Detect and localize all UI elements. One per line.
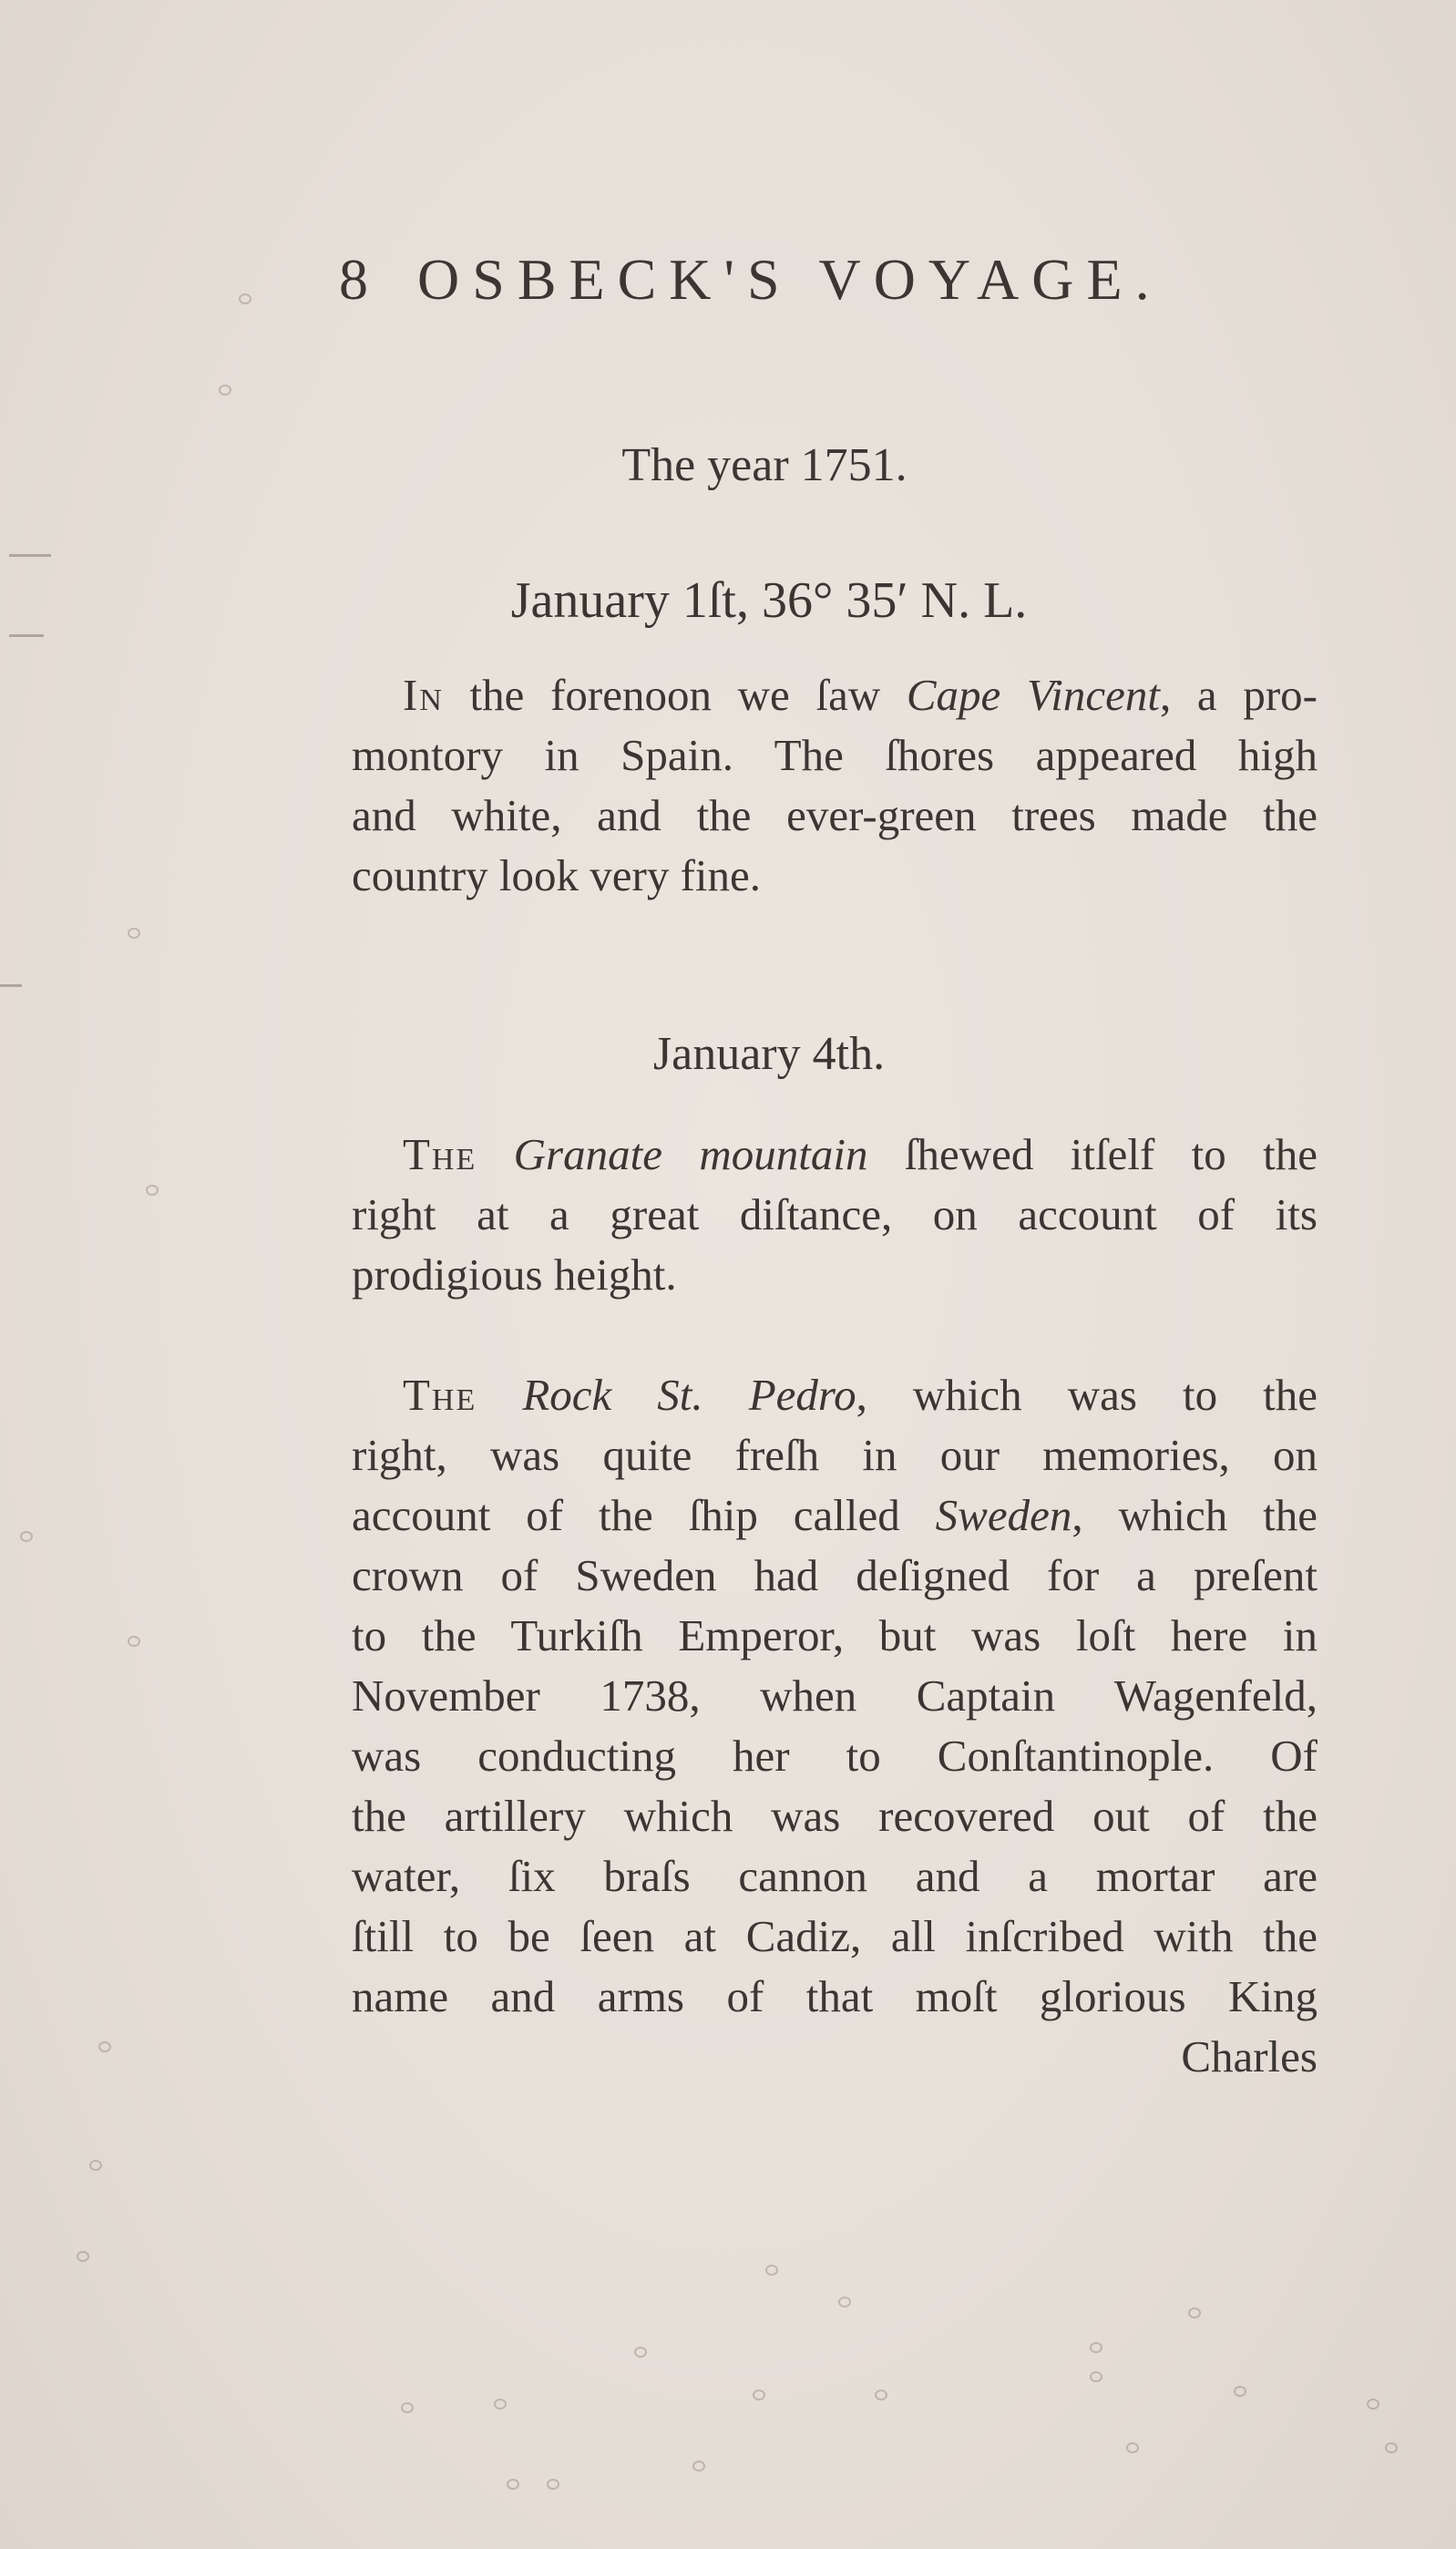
- paragraph-line: ſtill to be ſeen at Cadiz, all inſcribed with the: [352, 1911, 1318, 1961]
- paper-speck: [128, 928, 140, 939]
- running-title: OSBECK'S VOYAGE.: [417, 247, 1163, 312]
- paragraph-line: country look very fine.: [352, 850, 762, 900]
- paragraph-line: name and arms of that moſt glorious King: [352, 1971, 1318, 2021]
- page-number: 8: [339, 247, 381, 312]
- paragraph-3: [352, 1365, 1318, 2087]
- paragraph-line: account of the ſhip called Sweden, which the: [352, 1490, 1318, 1540]
- margin-mark: [9, 554, 51, 557]
- paper-speck: [401, 2402, 414, 2413]
- paragraph-1: [352, 665, 1318, 906]
- running-header: [339, 239, 1250, 321]
- entry-date-1: January 1ſt, 36° 35′ N. L.: [510, 572, 1028, 629]
- paragraph-line: to the Turkiſh Emperor, but was loſt here in: [352, 1610, 1318, 1660]
- paragraph-line: right, was quite freſh in our memories, on: [352, 1430, 1318, 1480]
- paper-speck: [547, 2479, 559, 2490]
- paragraph-line: was conducting her to Conſtantinople. Of: [352, 1731, 1318, 1781]
- paper-speck: [1367, 2399, 1379, 2410]
- paragraph-line: and white, and the ever-green trees made the: [352, 790, 1318, 840]
- margin-mark: [0, 984, 22, 987]
- paragraph-line: crown of Sweden had deſigned for a preſent: [352, 1550, 1318, 1600]
- paragraph-line: montory in Spain. The ſhores appeared high: [352, 730, 1318, 780]
- paragraph-line: The Granate mountain ſhewed itſelf to the: [403, 1129, 1318, 1179]
- paper-speck: [20, 1531, 33, 1542]
- paragraph-line: In the forenoon we ſaw Cape Vincent, a pro-: [403, 670, 1318, 720]
- paper-speck: [98, 2041, 111, 2052]
- catchword: Charles: [1181, 2031, 1318, 2081]
- paper-speck: [77, 2251, 89, 2262]
- paper-speck: [1090, 2342, 1102, 2353]
- paper-speck: [507, 2479, 519, 2490]
- paper-speck: [692, 2461, 705, 2472]
- paper-speck: [1234, 2386, 1246, 2397]
- entry-date-2: January 4th.: [652, 1028, 886, 1080]
- paper-speck: [634, 2347, 647, 2358]
- paper-speck: [219, 385, 231, 396]
- paragraph-2: [352, 1125, 1318, 1305]
- paper-speck: [494, 2399, 507, 2410]
- paper-speck: [875, 2390, 887, 2400]
- paper-speck: [1188, 2307, 1201, 2318]
- paper-speck: [89, 2160, 102, 2171]
- paper-speck: [1126, 2442, 1139, 2453]
- paper-speck: [1385, 2442, 1398, 2453]
- paragraph-line: the artillery which was recovered out of the: [352, 1791, 1318, 1841]
- paper-speck: [753, 2390, 765, 2400]
- year-heading: The year 1751.: [621, 439, 907, 491]
- paper-speck: [765, 2265, 778, 2276]
- paragraph-line: prodigious height.: [352, 1249, 677, 1300]
- paragraph-line: right at a great diſtance, on account of its: [352, 1189, 1318, 1239]
- paragraph-line: water, ſix braſs cannon and a mortar are: [352, 1851, 1318, 1901]
- paragraph-line: November 1738, when Captain Wagenfeld,: [352, 1670, 1318, 1721]
- paper-speck: [239, 293, 251, 304]
- paragraph-line: The Rock St. Pedro, which was to the: [403, 1370, 1318, 1420]
- paper-speck: [838, 2297, 851, 2307]
- paper-speck: [146, 1185, 159, 1196]
- paper-speck: [128, 1636, 140, 1647]
- margin-mark: [9, 634, 44, 637]
- paper-speck: [1090, 2371, 1102, 2382]
